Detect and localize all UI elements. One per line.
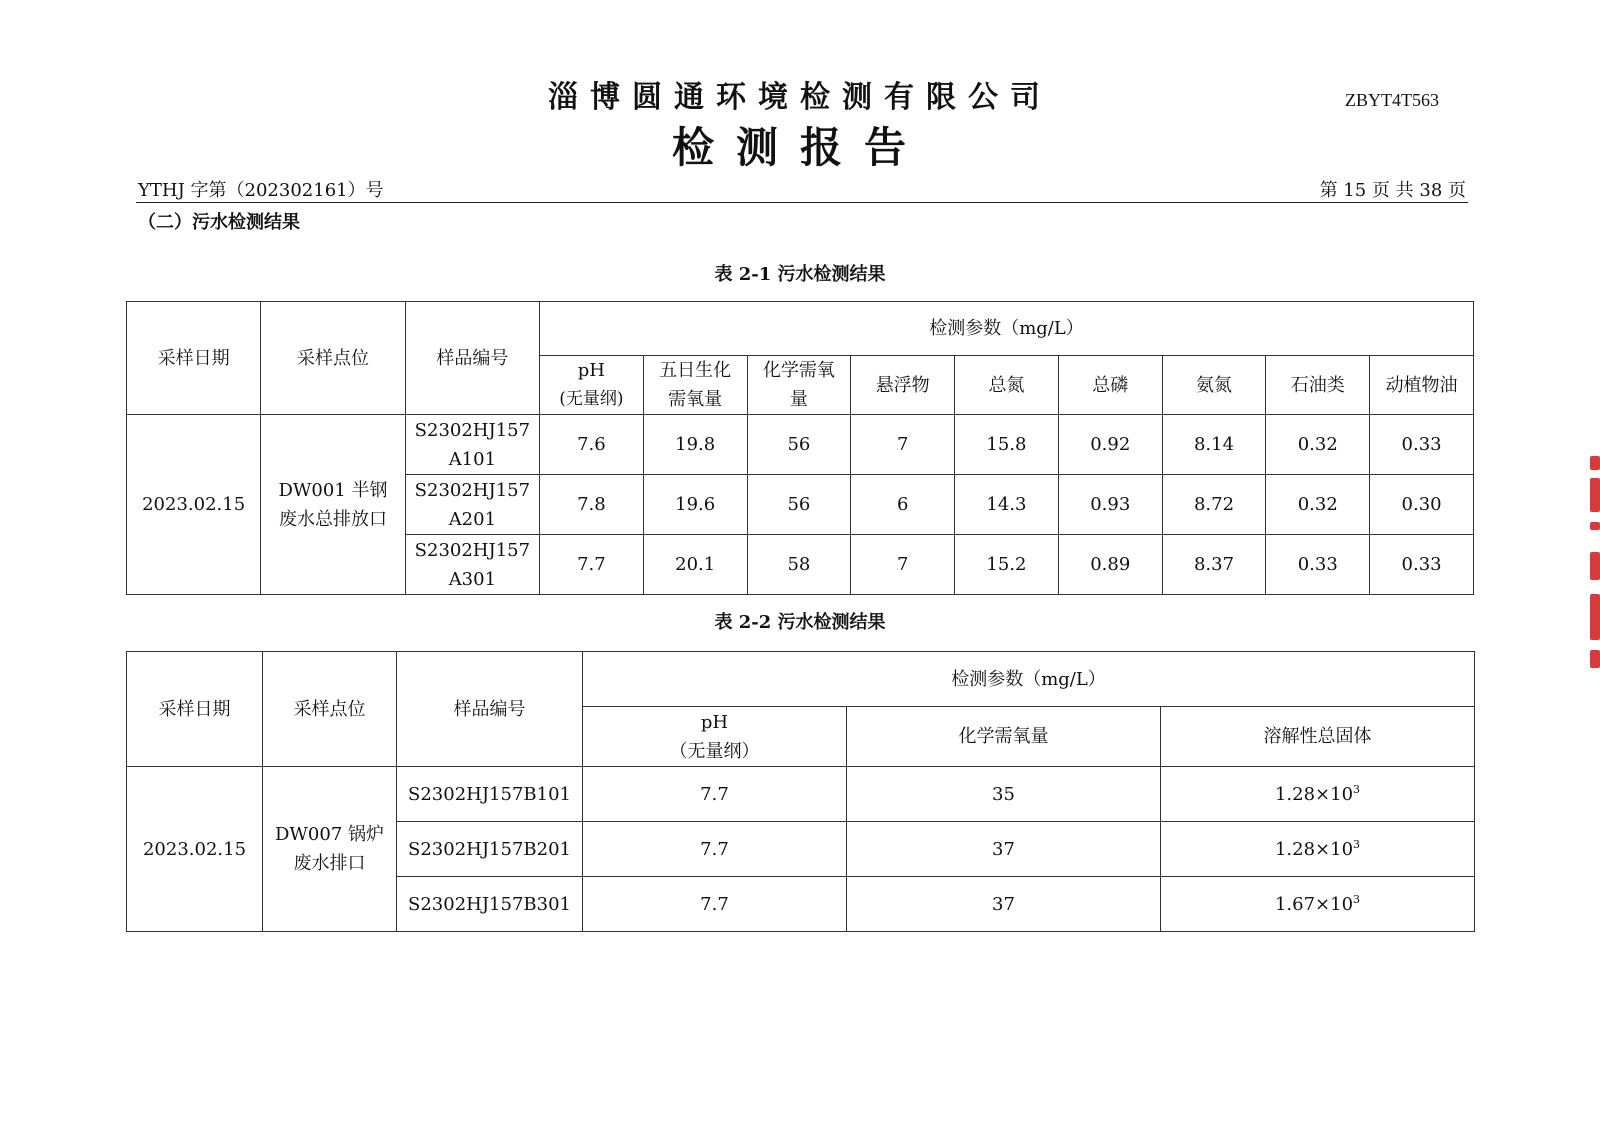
- header-parameters-group: 检测参数（mg/L）: [540, 302, 1474, 356]
- value-cell: 6: [851, 475, 955, 535]
- header-parameters-group: 检测参数（mg/L）: [583, 652, 1475, 707]
- report-title: 检测报告: [671, 123, 928, 172]
- value-cell: 56: [747, 415, 851, 475]
- report-code: ZBYT4T563: [1345, 90, 1439, 110]
- table-row: [127, 767, 1475, 822]
- value-cell: 0.30: [1370, 475, 1474, 535]
- value-cell: 0.33: [1266, 535, 1370, 595]
- value-cell: 0.32: [1266, 475, 1370, 535]
- value-cell: 7.7: [583, 767, 847, 822]
- value-cell: 37: [847, 877, 1161, 932]
- value-cell: 0.33: [1370, 535, 1474, 595]
- header-cod: 化学需氧 量: [747, 356, 851, 415]
- sampling-site-cell: DW007 锅炉 废水排口: [263, 767, 397, 932]
- value-cell: 7.7: [540, 535, 644, 595]
- header-ph: pH (无量纲): [540, 356, 644, 415]
- header-sampling-site: 采样点位: [261, 302, 405, 415]
- sample-id-cell: S2302HJ157B101: [397, 767, 583, 822]
- wastewater-results-table-2: [126, 651, 1475, 932]
- value-cell: 7.7: [583, 877, 847, 932]
- value-cell: 58: [747, 535, 851, 595]
- header-sampling-site: 采样点位: [263, 652, 397, 767]
- value-cell: 56: [747, 475, 851, 535]
- section-title: （二）污水检测结果: [138, 212, 300, 233]
- value-cell: 0.32: [1266, 415, 1370, 475]
- table-1-caption: 表 2-1 污水检测结果: [714, 264, 886, 285]
- value-cell: 7.8: [540, 475, 644, 535]
- sampling-date-cell: 2023.02.15: [127, 767, 263, 932]
- sample-id-cell: S2302HJ157 A201: [405, 475, 539, 535]
- header-animal-vegetable-oil: 动植物油: [1370, 356, 1474, 415]
- table-header-row: [127, 302, 1474, 356]
- red-seal-edge: [1588, 456, 1600, 672]
- value-cell: $1.28\times 10^3$: [1161, 822, 1475, 877]
- sample-id-cell: S2302HJ157B201: [397, 822, 583, 877]
- sample-id-cell: S2302HJ157B301: [397, 877, 583, 932]
- page-info: 第 15 页 共 38 页: [1319, 180, 1466, 201]
- table-2-caption: 表 2-2 污水检测结果: [714, 612, 886, 633]
- sampling-site-cell: DW001 半钢 废水总排放口: [261, 415, 405, 595]
- header-sample-id: 样品编号: [405, 302, 539, 415]
- value-cell: 8.37: [1162, 535, 1266, 595]
- value-cell: $1.67\times 10^3$: [1161, 877, 1475, 932]
- value-cell: 15.2: [955, 535, 1059, 595]
- value-cell: 7.6: [540, 415, 644, 475]
- wastewater-results-table-1: [126, 301, 1474, 595]
- header-total-nitrogen: 总氮: [955, 356, 1059, 415]
- header-cod: 化学需氧量: [847, 707, 1161, 767]
- header-sample-id: 样品编号: [397, 652, 583, 767]
- table-header-row: [127, 652, 1475, 707]
- value-cell: 7: [851, 535, 955, 595]
- table-row: [127, 415, 1474, 475]
- value-cell: 35: [847, 767, 1161, 822]
- sample-id-cell: S2302HJ157 A301: [405, 535, 539, 595]
- document-number: YTHJ 字第（202302161）号: [138, 180, 384, 201]
- company-name: 淄博圆通环境检测有限公司: [548, 80, 1052, 115]
- header-ph: pH （无量纲）: [583, 707, 847, 767]
- header-suspended-solids: 悬浮物: [851, 356, 955, 415]
- value-cell: 15.8: [955, 415, 1059, 475]
- header-rule: [136, 202, 1468, 203]
- value-cell: 14.3: [955, 475, 1059, 535]
- value-cell: 19.8: [643, 415, 747, 475]
- header-total-phosphorus: 总磷: [1058, 356, 1162, 415]
- value-cell: 0.93: [1058, 475, 1162, 535]
- value-cell: 7.7: [583, 822, 847, 877]
- header-bod5: 五日生化 需氧量: [643, 356, 747, 415]
- value-cell: 8.14: [1162, 415, 1266, 475]
- value-cell: 0.92: [1058, 415, 1162, 475]
- value-cell: $1.28\times 10^3$: [1161, 767, 1475, 822]
- value-cell: 20.1: [643, 535, 747, 595]
- header-ammonia-nitrogen: 氨氮: [1162, 356, 1266, 415]
- value-cell: 7: [851, 415, 955, 475]
- value-cell: 0.33: [1370, 415, 1474, 475]
- sampling-date-cell: 2023.02.15: [127, 415, 261, 595]
- header-sampling-date: 采样日期: [127, 302, 261, 415]
- header-petroleum: 石油类: [1266, 356, 1370, 415]
- value-cell: 0.89: [1058, 535, 1162, 595]
- value-cell: 19.6: [643, 475, 747, 535]
- header-sampling-date: 采样日期: [127, 652, 263, 767]
- sample-id-cell: S2302HJ157 A101: [405, 415, 539, 475]
- value-cell: 8.72: [1162, 475, 1266, 535]
- value-cell: 37: [847, 822, 1161, 877]
- header-total-dissolved-solids: 溶解性总固体: [1161, 707, 1475, 767]
